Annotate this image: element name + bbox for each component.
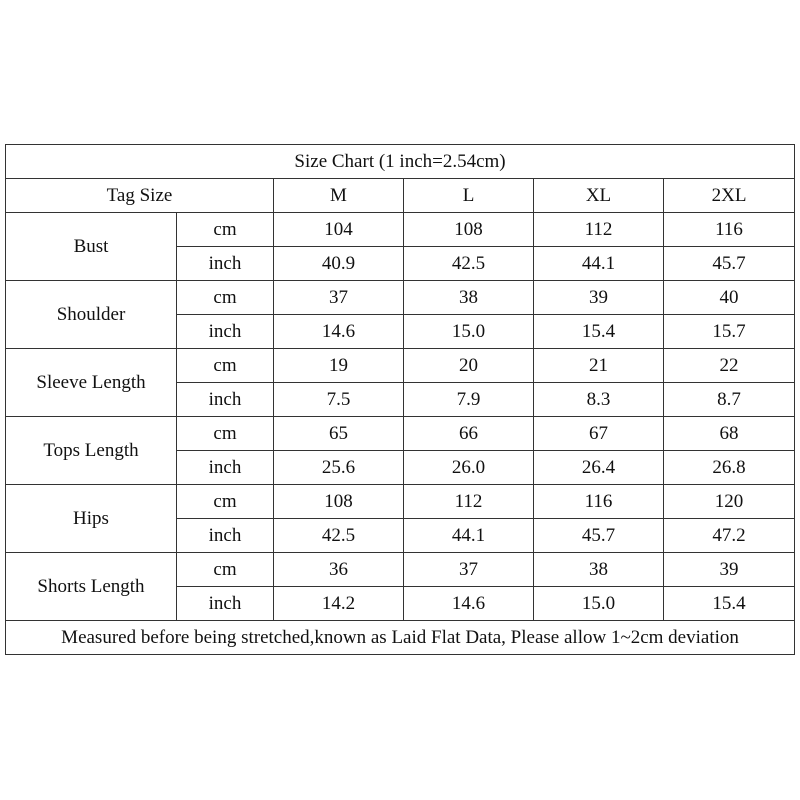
table-cell: 21 xyxy=(534,349,664,383)
table-cell: 15.7 xyxy=(664,315,795,349)
table-cell: 38 xyxy=(404,281,534,315)
table-cell: 15.0 xyxy=(404,315,534,349)
table-cell: 45.7 xyxy=(534,519,664,553)
table-row xyxy=(6,417,795,451)
table-cell: 44.1 xyxy=(534,247,664,281)
table-cell: 8.7 xyxy=(664,383,795,417)
table-cell: 19 xyxy=(274,349,404,383)
table-cell: 25.6 xyxy=(274,451,404,485)
table-row xyxy=(6,485,795,519)
unit-label: inch xyxy=(177,247,274,281)
unit-label: cm xyxy=(177,485,274,519)
table-cell: 68 xyxy=(664,417,795,451)
table-cell: 37 xyxy=(274,281,404,315)
table-cell: 22 xyxy=(664,349,795,383)
unit-label: cm xyxy=(177,553,274,587)
unit-label: cm xyxy=(177,417,274,451)
table-row xyxy=(6,553,795,587)
table-cell: 26.4 xyxy=(534,451,664,485)
unit-label: inch xyxy=(177,451,274,485)
table-cell: 39 xyxy=(664,553,795,587)
table-cell: 116 xyxy=(664,213,795,247)
table-cell: 7.9 xyxy=(404,383,534,417)
size-chart-body xyxy=(6,145,795,655)
table-cell: 66 xyxy=(404,417,534,451)
table-cell: 26.0 xyxy=(404,451,534,485)
table-cell: 112 xyxy=(534,213,664,247)
header-row xyxy=(6,179,795,213)
table-cell: 116 xyxy=(534,485,664,519)
footer-note: Measured before being stretched,known as Laid Flat Data, Please allow 1~2cm deviation xyxy=(6,621,795,655)
title-row xyxy=(6,145,795,179)
measurement-name: Sleeve Length xyxy=(6,349,177,417)
table-cell: 37 xyxy=(404,553,534,587)
table-cell: 40.9 xyxy=(274,247,404,281)
table-cell: 112 xyxy=(404,485,534,519)
unit-label: cm xyxy=(177,349,274,383)
measurement-name: Tops Length xyxy=(6,417,177,485)
table-cell: 38 xyxy=(534,553,664,587)
table-cell: 45.7 xyxy=(664,247,795,281)
measurement-name: Hips xyxy=(6,485,177,553)
table-cell: 44.1 xyxy=(404,519,534,553)
measurement-name: Shoulder xyxy=(6,281,177,349)
tag-size-label: Tag Size xyxy=(6,179,274,213)
table-cell: 104 xyxy=(274,213,404,247)
unit-label: inch xyxy=(177,383,274,417)
size-header: XL xyxy=(534,179,664,213)
unit-label: inch xyxy=(177,587,274,621)
table-row xyxy=(6,349,795,383)
table-row xyxy=(6,213,795,247)
table-cell: 39 xyxy=(534,281,664,315)
table-cell: 67 xyxy=(534,417,664,451)
table-cell: 108 xyxy=(404,213,534,247)
table-cell: 14.6 xyxy=(404,587,534,621)
table-cell: 15.4 xyxy=(664,587,795,621)
table-cell: 14.6 xyxy=(274,315,404,349)
table-cell: 14.2 xyxy=(274,587,404,621)
table-cell: 120 xyxy=(664,485,795,519)
table-cell: 8.3 xyxy=(534,383,664,417)
size-chart-table xyxy=(5,144,795,655)
table-cell: 15.4 xyxy=(534,315,664,349)
footer-row xyxy=(6,621,795,655)
table-cell: 36 xyxy=(274,553,404,587)
measurement-name: Bust xyxy=(6,213,177,281)
table-title: Size Chart (1 inch=2.54cm) xyxy=(6,145,795,179)
table-cell: 26.8 xyxy=(664,451,795,485)
measurement-name: Shorts Length xyxy=(6,553,177,621)
table-cell: 15.0 xyxy=(534,587,664,621)
table-cell: 7.5 xyxy=(274,383,404,417)
table-cell: 108 xyxy=(274,485,404,519)
table-cell: 65 xyxy=(274,417,404,451)
table-row xyxy=(6,281,795,315)
table-cell: 40 xyxy=(664,281,795,315)
table-cell: 42.5 xyxy=(404,247,534,281)
size-header: 2XL xyxy=(664,179,795,213)
table-cell: 20 xyxy=(404,349,534,383)
unit-label: inch xyxy=(177,315,274,349)
unit-label: inch xyxy=(177,519,274,553)
table-cell: 47.2 xyxy=(664,519,795,553)
table-cell: 42.5 xyxy=(274,519,404,553)
unit-label: cm xyxy=(177,213,274,247)
unit-label: cm xyxy=(177,281,274,315)
size-header: L xyxy=(404,179,534,213)
size-header: M xyxy=(274,179,404,213)
